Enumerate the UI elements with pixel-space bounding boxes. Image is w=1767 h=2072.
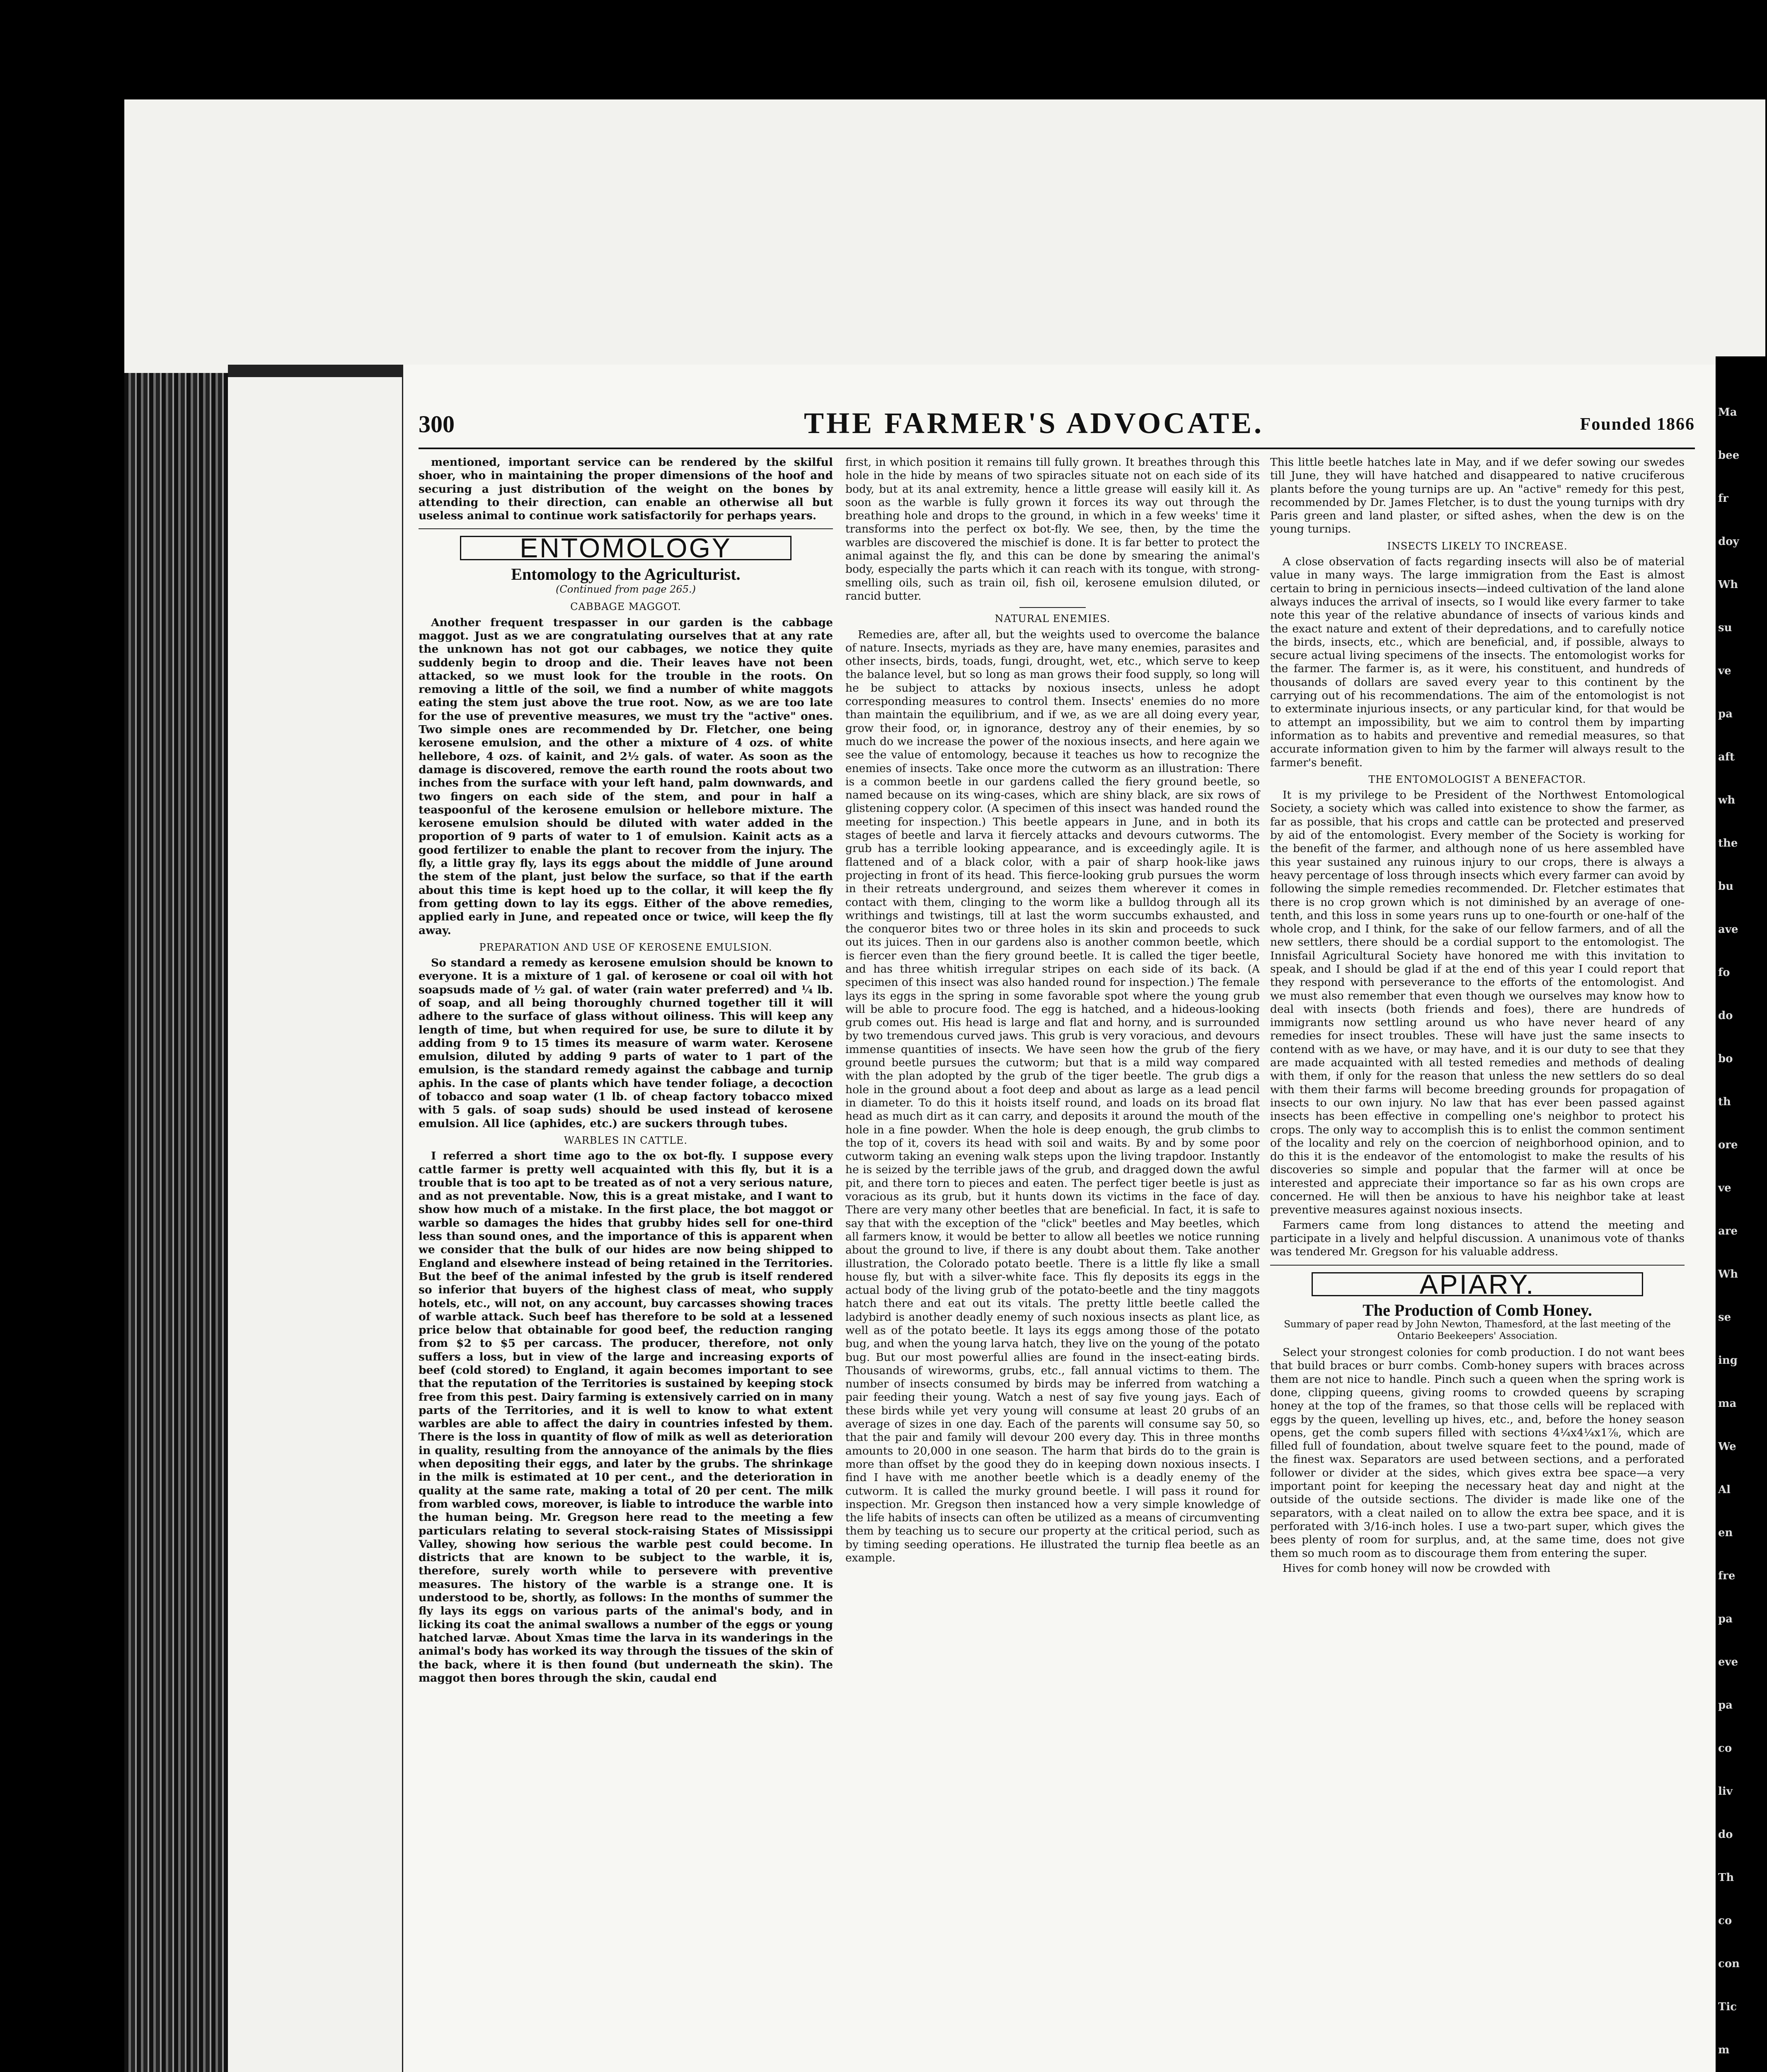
column-1 <box>419 456 833 1687</box>
column-3 <box>1270 456 1685 1577</box>
masthead: THE FARMER'S ADVOCATE. <box>804 407 1264 440</box>
column-2 <box>845 456 1260 1566</box>
book-spine-edge <box>228 365 402 377</box>
facing-page-strip <box>1716 356 1767 2072</box>
paragraph: Farmers came from long distances to attend the meeting and participate in a lively and helpful discussion. A unanimous vote of thanks was tendered Mr. Gregson for his valuable address. <box>1270 1218 1685 1259</box>
margin-fragment: se <box>1718 1311 1731 1324</box>
divider <box>419 528 833 529</box>
paragraph: first, in which position it remains till fully grown. It breathes through this hole in the hide by means of two spiracles situate not on each side of its body, but at its anal extremity, hence a little grease will easily kill it. As soon as the warble is fully grown it forces its way out through the breathing hole and drops to the ground, in which in a few weeks' time it transforms into the perfect ox bot-fly. We see, then, by the time the warbles are discovered the mischief is done. It is far better to protect the animal against the fly, and this can be done by smearing the animal's body, especially the parts which it can reach with its tongue, with strong-smelling oils, such as train oil, fish oil, kerosene emulsion diluted, or rancid butter. <box>845 456 1260 603</box>
founded-line: Founded 1866 <box>1580 415 1695 434</box>
margin-fragment: en <box>1718 1527 1733 1539</box>
margin-fragment: aft <box>1718 751 1735 763</box>
article-title: Entomology to the Agriculturist. <box>511 564 741 583</box>
margin-fragment: co <box>1718 1915 1732 1927</box>
margin-fragment: co <box>1718 1742 1732 1755</box>
paragraph: Hives for comb honey will now be crowded with <box>1283 1561 1551 1575</box>
margin-fragment: Tic <box>1718 2001 1737 2013</box>
margin-fragment: the <box>1718 837 1738 850</box>
margin-fragment: ve <box>1718 665 1731 677</box>
margin-fragment: fo <box>1718 966 1730 979</box>
margin-fragment: do <box>1718 1009 1733 1022</box>
page-header <box>419 406 1703 443</box>
divider <box>1270 1265 1685 1266</box>
margin-fragment: Wh <box>1718 1268 1738 1280</box>
margin-fragment: ave <box>1718 923 1738 936</box>
paragraph: So standard a remedy as kerosene emulsion should be known to everyone. It is a mixture of 1 gal. of kerosene or coal oil with hot soapsuds made of ½ gal. of water (rain water preferred) and ¼ lb. of soap, and all being thoroughly churned together till it will adhere to the surface of glass without oiliness. This will keep any length of time, but when required for use, be sure to dilute it by adding from 9 to 15 times its measure of warm water. Kerosene emulsion, diluted by adding 9 parts of water to 1 part of the emulsion, is the standard remedy against the cabbage and turnip aphis. In the case of plants which have tender foliage, a decoction of tobacco and soap water (1 lb. of cheap factory tobacco mixed with 5 gals. of soap suds) should be used instead of kerosene emulsion. All lice (aphides, etc.) are suckers through tubes. <box>419 956 833 1130</box>
subheading-insects-increase: INSECTS LIKELY TO INCREASE. <box>1387 540 1568 552</box>
margin-fragment: ve <box>1718 1182 1731 1194</box>
margin-fragment: m <box>1718 2044 1730 2056</box>
book-spine <box>124 373 228 2072</box>
margin-fragment: Wh <box>1718 579 1738 591</box>
margin-fragment: con <box>1718 1958 1740 1970</box>
subheading-cabbage-maggot: CABBAGE MAGGOT. <box>570 601 681 613</box>
margin-fragment: liv <box>1718 1785 1733 1798</box>
margin-fragment: Al <box>1718 1484 1731 1496</box>
paragraph: This little beetle hatches late in May, and if we defer sowing our swedes till June, they will have hatched and disappeared to native cruciferous plants before the young turnips are up. An "active" remedy for this pest, recommended by Dr. James Fletcher, is to dust the young turnips with dry Paris green and land plaster, or sifted ashes, when the dew is on the young turnips. <box>1270 456 1685 536</box>
continued-note: (Continued from page 265.) <box>556 583 696 595</box>
margin-fragment: ing <box>1718 1354 1738 1367</box>
header-rule <box>419 448 1695 449</box>
margin-fragment: fre <box>1718 1570 1736 1582</box>
margin-fragment: su <box>1718 622 1732 634</box>
margin-fragment: Th <box>1718 1871 1734 1884</box>
margin-fragment: bu <box>1718 880 1734 893</box>
margin-fragment: pa <box>1718 1613 1733 1625</box>
margin-fragment: th <box>1718 1096 1731 1108</box>
short-rule <box>1019 607 1086 608</box>
paragraph: Select your strongest colonies for comb production. I do not want bees that build braces or burr combs. Comb-honey supers with braces across them are not nice to handle. Pinch such a queen when the spring work is done, clipping queens, giving rooms to crowded queens by scraping honey at the top of the frames, so that those cells will be replaced with eggs by the queen, levelling up hives, etc., and, before the honey season opens, get the comb supers filled with sections 4¼x4¼x1⅞, which are filled full of foundation, about twelve square feet to the pound, made of the finest wax. Separators are used between sections, and a perforated follower or divider at the sides, which gives extra bee space—a very important point for keeping the necessary heat day and night at the outside of the outside sections. The divider is made like one of the separators, with a cleat nailed on to allow the extra bee space, and it is perforated with 3/16-inch holes. I use a two-part super, which gives the bees plenty of room for surplus, and, at the same time, does not give them so much room as to discourage them from entering the super. <box>1270 1346 1685 1560</box>
article-summary: Summary of paper read by John Newton, Thamesford, at the last meeting of the Ontario Beekeepers' Association. <box>1284 1319 1671 1342</box>
margin-fragment: bo <box>1718 1053 1733 1065</box>
paragraph: I referred a short time ago to the ox bot-fly. I suppose every cattle farmer is pretty well acquainted with this fly, but it is a trouble that is too apt to be treated as of not a very serious nature, and as not preventable. Now, this is a great mistake, and I want to show how much of a mistake. In the first place, the bot maggot or warble so damages the hides that grubby hides sell for one-third less than sound ones, and the importance of this is apparent when we consider that the bulk of our hides are now being shipped to England and elsewhere instead of being retained in the Territories. But the beef of the animal infested by the grub is itself rendered so inferior that buyers of the highest class of meat, who supply hotels, etc., will not, on any account, buy carcasses showing traces of warble attack. Such beef has therefore to be sold at a lessened price below that obtainable for good beef, the reduction ranging from $2 to $5 per carcass. The producer, therefore, not only suffers a loss, but in view of the large and increasing exports of beef (cold stored) to England, it again becomes important to see that the reputation of the Territories is sustained by keeping stock free from this pest. Dairy farming is extensively carried on in many parts of the Territories, and it is well to know to what extent warbles are able to affect the dairy in countries infested by them. There is the loss in quantity of flow of milk as well as deterioration in quality, resulting from the annoyance of the animals by the flies when depositing their eggs, and later by the grubs. The shrinkage in the milk is estimated at 10 per cent., and the deterioration in quality at the same rate, making a total of 20 per cent. The milk from warbled cows, moreover, is liable to introduce the warble into the human being. Mr. Gregson here read to the meeting a few particulars relating to several stock-raising States of Mississippi Valley, showing how serious the warble pest could become. In districts that are known to be subject to the warble, it is, therefore, surely worth while to persevere with preventive measures. The history of the warble is a strange one. It is understood to be, shortly, as follows: In the months of summer the fly lays its eggs on various parts of the animal's body, and in licking its coat the animal swallows a number of the eggs or young hatched larvæ. About Xmas time the larva in its wanderings in the animal's body has worked its way through the tissues of the skin of the back, where it is then found (but underneath the skin). The maggot then bores through the skin, caudal end <box>419 1150 833 1685</box>
subheading-warbles: WARBLES IN CATTLE. <box>564 1134 688 1146</box>
margin-fragment: pa <box>1718 708 1733 720</box>
margin-fragment: ma <box>1718 1397 1737 1410</box>
margin-fragment: pa <box>1718 1699 1733 1711</box>
margin-fragment: We <box>1718 1440 1736 1453</box>
margin-fragment: Ma <box>1718 406 1737 419</box>
subheading-kerosene: PREPARATION AND USE OF KEROSENE EMULSION. <box>479 941 772 953</box>
margin-fragment: wh <box>1718 794 1736 806</box>
margin-fragment: eve <box>1718 1656 1738 1668</box>
margin-fragment: doy <box>1718 535 1739 548</box>
intro-paragraph: mentioned, important service can be rendered by the skilful shoer, who in maintaining the proper dimensions of the hoof and securing a just distribution of the weight on the bones by attending to their direction, can enable an otherwise all but useless animal to continue work satisfactorily for perhaps years. <box>419 456 833 523</box>
section-title-entomology: ENTOMOLOGY <box>460 536 792 560</box>
paragraph: It is my privilege to be President of the Northwest Entomological Society, a society which was called into existence to show the farmer, as far as possible, that his crops and cattle can be protected and preserved by aid of the entomologist. Every member of the Society is working for the benefit of the farmer, and although none of us here assembled have this year sustained any ruinous injury to our crops, there is always a heavy percentage of loss through insects which every farmer can avoid by following the simple remedies recommended. Dr. Fletcher estimates that there is no crop grown which is not diminished by an average of one-tenth, and this loss in some years runs up to one-fourth or one-half of the whole crop, and I think, for the sake of our fellow farmers, and of all the new settlers, there should be a cordial support to the entomologist. The Innisfail Agricultural Society have honored me with this invitation to speak, and I should be glad if at the end of this year I could report that they respond with perseverance to the efforts of the entomologist. And we must also remember that even though we ourselves may know how to deal with insects (both friends and foes), there are hundreds of immigrants now settling around us who have never heard of any remedies for insect troubles. These will have just the same insects to contend with as we have, or may have, and it is our duty to see that they are made acquainted with all tested remedies and methods of dealing with them, if only for the reason that unless the new settlers do so deal with them their farms will become breeding grounds for propagation of insects to our own injury. No law that has ever been passed against insects has been effective in compelling one's neighbor to protect his crops. The only way to accomplish this is to enlist the common sentiment of the locality and rely on the coercion of neighborhood opinion, and to do this it is the endeavor of the entomologist to make the results of his discoveries so simple and popular that the farmer will at once be interested and appreciate their importance so far as his own crops are concerned. He will then be anxious to have his neighbor take at least preventive measures against noxious insects. <box>1270 789 1685 1217</box>
paragraph: Another frequent trespasser in our garden is the cabbage maggot. Just as we are congratulating ourselves that at any rate the unknown has not got our cabbages, we notice they quite suddenly begin to droop and die. Their leaves have not been attacked, so we must look for the trouble in the roots. On removing a little of the soil, we find a number of white maggots eating the stem just above the true root. Now, as we are too late for the use of preventive measures, we must try the "active" ones. Two simple ones are recommended by Dr. Fletcher, one being kerosene emulsion, and the other a mixture of 4 ozs. of white hellebore, 4 ozs. of kainit, and 2½ gals. of water. As soon as the damage is discovered, remove the earth round the roots about two inches from the surface with your left hand, palm downwards, and two fingers on each side of the stem, and pour in half a teaspoonful of the kerosene emulsion or hellebore mixture. The kerosene emulsion should be diluted with water added in the proportion of 9 parts of water to 1 of emulsion. Kainit acts as a good fertilizer to enable the plant to recover from the injury. The fly, a little gray fly, lays its eggs about the middle of June around the stem of the plant, just below the surface, so that if the earth about this time is kept hoed up to the collar, it will keep the fly from getting down to lay its eggs. Either of the above remedies, applied early in June, and repeated once or twice, will keep the fly away. <box>419 616 833 937</box>
margin-fragment: do <box>1718 1828 1733 1841</box>
margin-fragment: bee <box>1718 449 1740 462</box>
margin-fragment: fr <box>1718 492 1728 505</box>
subheading-natural-enemies: NATURAL ENEMIES. <box>995 613 1111 625</box>
paragraph: A close observation of facts regarding insects will also be of material value in many ways. The large immigration from the East is almost certain to bring in pernicious insects—indeed cultivation of the land alone always induces the arrival of insects, so I would like every farmer to take note this year of the relative abundance of insects of various kinds and the exact nature and extent of their depredations, and to carefully notice the birds, insects, etc., which are beneficial, and, if possible, always to secure actual living specimens of the insects. The entomologist works for the farmer. The farmer is, as it were, his constituent, and hundreds of thousands of dollars are saved every year to this continent by the carrying out of his recommendations. The aim of the entomologist is not to exterminate injurious insects, or any particular kind, for that would be to attempt an impossibility, but we aim to control them by imparting information as to habits and preventive and remedial measures, so that accurate information given to him by the farmer will always result to the farmer's benefit. <box>1270 555 1685 769</box>
section-title-apiary: APIARY. <box>1312 1272 1643 1296</box>
margin-fragment: ore <box>1718 1139 1738 1151</box>
page-number: 300 <box>419 411 455 438</box>
paragraph: Remedies are, after all, but the weights used to overcome the balance of nature. Insects, myriads as they are, have many enemies, parasites and other insects, birds, toads, fungi, drought, wet, etc., which serve to keep the balance level, but so long as man grows their food supply, so long will he be subject to attacks by noxious insects, unless he adopt corresponding measures to control them. Insects' enemies do no more than maintain the equilibrium, and if we, as we are all doing every year, grow their food, or, in ignorance, destroy any of their enemies, by so much do we increase the power of the noxious insects, and here again we see the value of entomology, because it teaches us how to recognize the enemies of insects. Take once more the cutworm as an illustration: There is a common beetle in our gardens called the fiery ground beetle, so named because on its wing-cases, which are shiny black, are six rows of glistening coppery color. (A specimen of this insect was handed round the meeting for inspection.) This beetle appears in June, and in both its stages of beetle and larva it fiercely attacks and devours cutworms. The grub has a terrible looking appearance, and is exceedingly agile. It is flattened and of a black color, with a pair of sharp hook-like jaws projecting in front of its head. This fierce-looking grub pursues the worm in their retreats underground, and seizes them wherever it comes in contact with them, clinging to the worm like a bulldog through all its writhings and twistings, till at last the worm succumbs exhausted, and the conqueror bites two or three holes in its skin and proceeds to suck out its juices. Then in our gardens also is another common beetle, which is fiercer even than the fiery ground beetle. It is called the tiger beetle, and has three whitish irregular stripes on each side of its back. (A specimen of this insect was also handed round for inspection.) The female lays its eggs in the spring in some favorable spot where the young grub will be able to procure food. The egg is hatched, and a hideous-looking grub comes out. His head is large and flat and horny, and is surrounded by two tremendous curved jaws. This grub is very voracious, and devours immense quantities of insects. We have seen how the grub of the fiery ground beetle pursues the cutworm; but that is a mild way compared with the plan adopted by the grub of the tiger beetle. The grub digs a hole in the ground about a foot deep and about as large as a lead pencil in diameter. To do this it hoists itself round, and loads on its broad flat head as much dirt as it can carry, and deposits it around the mouth of the hole in a fine powder. When the hole is deep enough, the grub climbs to the top of it, covers its head with soil and waits. By and by some poor cutworm taking an evening walk steps upon the living trapdoor. Instantly he is seized by the terrible jaws of the grub, and dragged down the awful pit, and there torn to pieces and eaten. The perfect tiger beetle is just as voracious as its grub, but it hunts down its victims in the face of day. There are very many other beetles that are beneficial. In fact, it is safe to say that with the exception of the "click" beetles and May beetles, which all farmers know, it would be better to allow all beetles we notice running about the ground to live, if there is any doubt about them. Take another illustration, the Colorado potato beetle. There is a little fly like a small house fly, but with a silver-white face. This fly deposits its eggs in the actual body of the living grub of the potato-beetle and the tiny maggots hatch there and eat out its vitals. The pretty little beetle called the ladybird is another deadly enemy of such noxious insects as plant lice, as well as of the potato beetle. It lays its eggs among those of the potato bug, and when the young larva hatch, they live on the young of the potato bug. But our most powerful allies are found in the insect-eating birds. Thousands of wireworms, grubs, etc., fall annual victims to them. The number of insects consumed by birds may be inferred from watching a pair feeding their young. Watch a nest of say five young jays. Each of these birds while yet very young will consume at least 20 grubs of an average of sizes in one day. Each of the parents will consume say 50, so that the pair and family will devour 200 every day. This in three months amounts to 20,000 in one season. The harm that birds do to the grain is more than offset by the good they do in keeping down noxious insects. I find I have with me another beetle which is a deadly enemy of the cutworm. It is called the murky ground beetle. I will pass it round for inspection. Mr. Gregson then instanced how a very simple knowledge of the life habits of insects can often be utilized as a means of circumventing them by teaching us to secure our property at the critical period, such as by timing seeding operations. He illustrated the turnip flea beetle as an example. <box>845 628 1260 1565</box>
article-title: The Production of Comb Honey. <box>1363 1300 1592 1319</box>
subheading-benefactor: THE ENTOMOLOGIST A BENEFACTOR. <box>1368 773 1586 785</box>
margin-fragment: are <box>1718 1225 1738 1237</box>
